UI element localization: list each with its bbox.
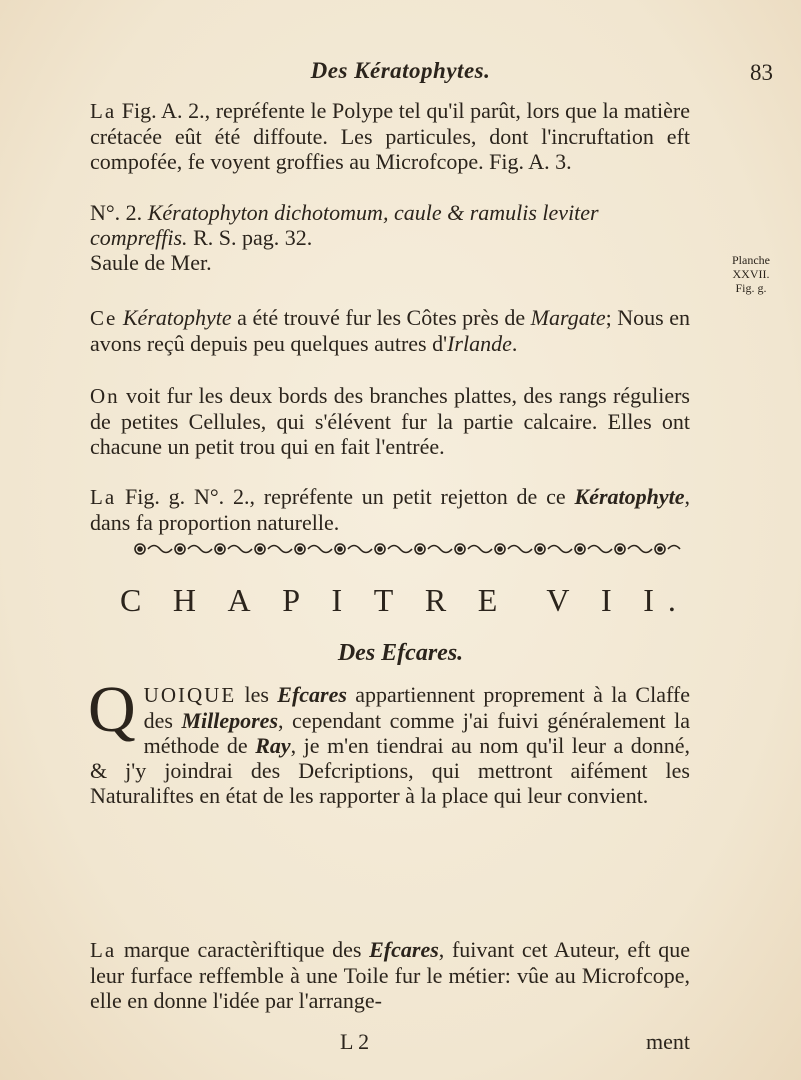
- paragraph-3-text-b: a été trouvé fur les Côtes près de: [231, 305, 531, 330]
- paragraph-6-text-d: , je m'en tiendrai au nom qu'il leur a donné, & j'y joindrai des Defcriptions, qui mettront aifément les Naturaliftes en état de les rapporter à la place qui leur convient.: [90, 733, 690, 808]
- paragraph-6-text-a: les: [236, 682, 278, 707]
- chapter-letter: T: [373, 582, 408, 618]
- paragraph-5: [90, 484, 690, 535]
- paragraph-6-text-c: , cependant comme j'ai fuivi généralement la méthode de: [143, 708, 690, 758]
- paragraph-3-text-c: ; Nous en avons reçû depuis peu quelques autres d': [90, 305, 691, 356]
- chapter-letter: H: [172, 582, 210, 618]
- entry-number: N°. 2.: [90, 200, 143, 225]
- paragraph-7: [90, 937, 690, 1013]
- chapter-letter: A: [227, 582, 265, 618]
- paragraph-3-text-d: .: [511, 331, 518, 356]
- paragraph-3-italic-a: Kératophyte: [122, 305, 232, 330]
- paragraph-3: [90, 305, 690, 356]
- paragraph-6-italic-a: Efcares: [277, 682, 347, 707]
- paragraph-6-lead: UOIQUE: [143, 683, 237, 707]
- chapter-letter: I: [331, 582, 357, 618]
- paragraph-7-lead: La: [90, 938, 117, 962]
- paragraph-5-lead: La: [90, 485, 117, 509]
- paragraph-6-italic-c: Ray: [255, 733, 291, 758]
- paragraph-7-italic: Efcares: [369, 937, 439, 962]
- ornament-motif: [135, 544, 680, 554]
- paragraph-4-text: voit fur les deux bords des branches plattes, des rangs réguliers de petites Cellules, qui s'élévent fur la partie calcaire. Elles ont chacune un petit trou qui en fait l'entrée.: [90, 383, 690, 459]
- chapter-subtitle: Des Efcares.: [337, 640, 464, 666]
- paragraph-4: [90, 383, 690, 459]
- chapter-letter: P: [282, 582, 314, 618]
- chapter-letter: I: [601, 582, 626, 618]
- paragraph-3-lead: Ce: [90, 306, 118, 330]
- running-title: Des Kératophytes.: [310, 58, 491, 83]
- margin-note-line-1: Planche: [732, 253, 770, 267]
- margin-note-line-3: Fig. g.: [735, 281, 767, 295]
- paragraph-5-text-a: Fig. g. N°. 2., repréfente un petit rejetton de ce: [116, 484, 575, 509]
- paragraph-5-italic: Kératophyte: [574, 484, 685, 509]
- paragraph-1-text: Fig. A. 2., repréfente le Polype tel qu'il parût, lors que la matière crétacée eût été diffoute. Les particules, dont l'incruftation eft compofée, fe voyent groffies au Microfcope. Fig. A. 3.: [90, 98, 690, 174]
- paragraph-7-text-a: marque caractèriftique des: [116, 937, 370, 962]
- species-name: Kératophyton dichotomum, caule & ramulis leviter compreffis.: [90, 200, 599, 250]
- chapter-letter: C: [120, 582, 156, 618]
- chapter-heading: [120, 582, 690, 619]
- chapter-letter: E: [477, 582, 512, 618]
- ornament-band: [130, 540, 685, 558]
- paragraph-6-text-b: appartiennent proprement à la Claffe des: [143, 682, 690, 733]
- paragraph-3-italic-b: Margate: [530, 305, 606, 330]
- page-number: 83: [750, 60, 773, 85]
- chapter-letter: R: [424, 582, 461, 618]
- paragraph-6-italic-b: Millepores: [181, 708, 279, 733]
- margin-note-line-2: XXVII.: [732, 267, 770, 281]
- paragraph-3-italic-c: Irlande: [447, 331, 512, 356]
- entry-2: [90, 200, 700, 275]
- chapter-letter: I.: [643, 582, 690, 618]
- chapter-letter: V: [546, 582, 584, 618]
- species-reference: R. S. pag. 32.: [187, 225, 313, 250]
- paragraph-4-lead: On: [90, 384, 120, 408]
- paragraph-7-text-b: , fuivant cet Auteur, eft que leur furface reffemble à une Toile fur le métier: vûe au Microfcope, elle en donne l'idée par l'arrange-: [90, 937, 691, 1013]
- paragraph-5-text-b: , dans fa proportion naturelle.: [90, 484, 690, 535]
- paragraph-1: [90, 98, 690, 174]
- catchword: ment: [646, 1029, 690, 1054]
- signature-mark: L 2: [340, 1029, 370, 1054]
- drop-cap: Q: [88, 673, 136, 746]
- paragraph-1-lead: La: [90, 99, 117, 123]
- margin-note: [718, 253, 784, 295]
- paragraph-6: [88, 673, 690, 808]
- common-name: Saule de Mer.: [90, 250, 212, 275]
